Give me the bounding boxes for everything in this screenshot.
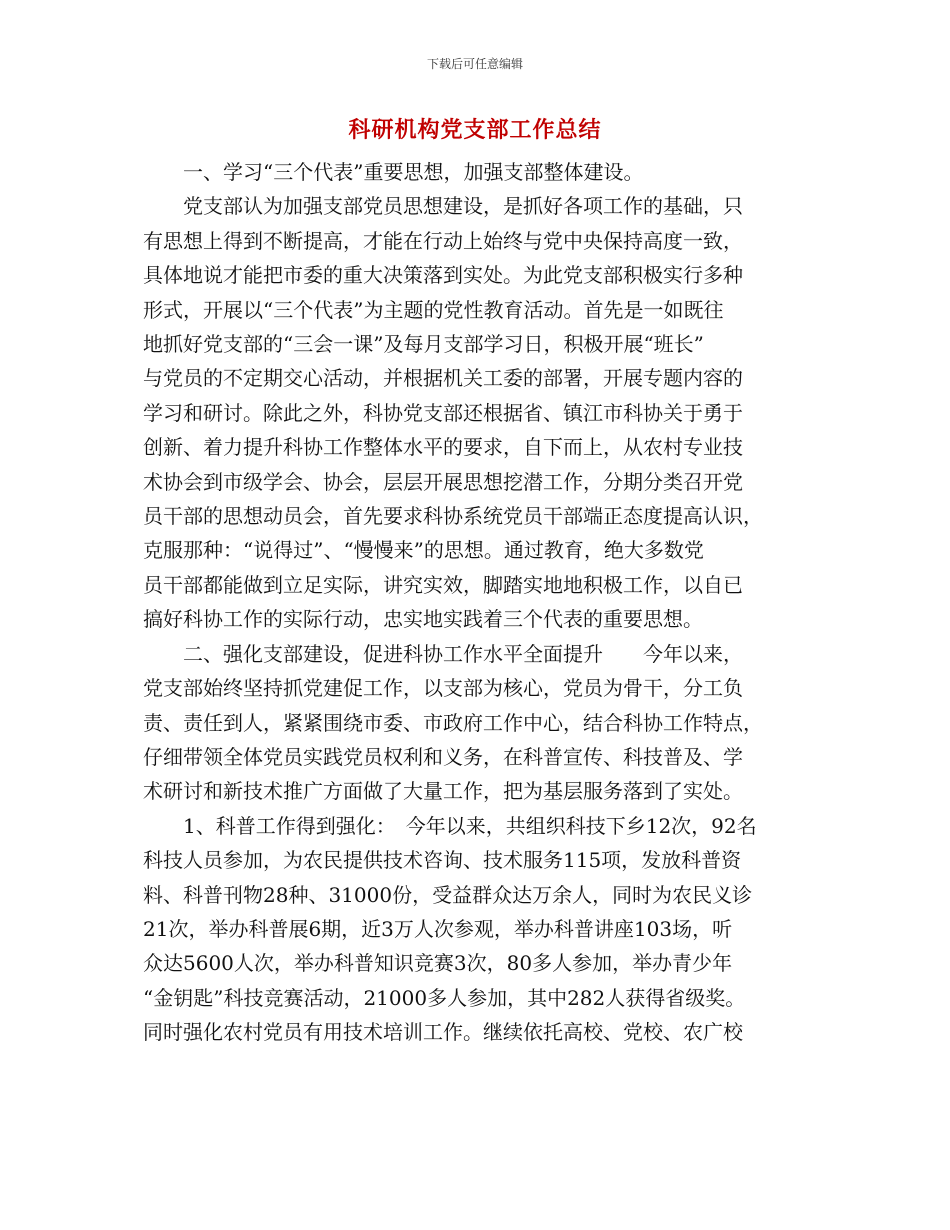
paragraph-line: 党支部始终坚持抓党建促工作，以支部为核心，党员为骨干，分工负 xyxy=(143,676,743,701)
paragraph-line: 党支部认为加强支部党员思想建设，是抓好各项工作的基础，只 xyxy=(183,194,743,219)
paragraph-line: 责、责任到人，紧紧围绕市委、市政府工作中心，结合科协工作特点， xyxy=(143,710,763,735)
section-1-heading: 一、学习“三个代表”重要思想，加强支部整体建设。 xyxy=(183,160,644,184)
paragraph-line: 仔细带领全体党员实践党员权利和义务，在科普宣传、科技普及、学 xyxy=(143,744,743,769)
paragraph-line: 二、强化支部建设，促进科协工作水平全面提升 今年以来， xyxy=(183,641,743,666)
document-title: 科研机构党支部工作总结 xyxy=(348,117,602,143)
paragraph-line: 形式，开展以“三个代表”为主题的党性教育活动。首先是一如既往 xyxy=(143,297,724,322)
paragraph-line: 创新、着力提升科协工作整体水平的要求，自下而上，从农村专业技 xyxy=(143,435,743,460)
section-1-paragraph xyxy=(143,189,803,636)
header-note: 下载后可任意编辑 xyxy=(426,57,523,71)
paragraph-line: 科技人员参加，为农民提供技术咨询、技术服务115项，发放科普资 xyxy=(143,848,742,873)
paragraph-line: 术协会到市级学会、协会，层层开展思想挖潜工作，分期分类召开党 xyxy=(143,469,743,494)
paragraph-line: 具体地说才能把市委的重大决策落到实处。为此党支部积极实行多种 xyxy=(143,263,743,288)
paragraph-line: 与党员的不定期交心活动，并根据机关工委的部署，开展专题内容的 xyxy=(143,366,743,391)
section-2-paragraph xyxy=(143,637,803,809)
paragraph-line: 员干部都能做到立足实际，讲究实效，脚踏实地地积极工作，以自已 xyxy=(143,572,743,597)
document-body xyxy=(143,155,803,1050)
paragraph-line: 学习和研讨。除此之外，科协党支部还根据省、镇江市科协关于勇于 xyxy=(143,400,743,425)
paragraph-line: 地抓好党支部的“三会一课”及每月支部学习日，积极开展“班长” xyxy=(143,332,704,357)
paragraph-line: 术研讨和新技术推广方面做了大量工作，把为基层服务落到了实处。 xyxy=(143,779,743,804)
paragraph-line: 有思想上得到不断提高，才能在行动上始终与党中央保持高度一致， xyxy=(143,228,743,253)
paragraph-line: 21次，举办科普展6期，近3万人次参观，举办科普讲座103场，听 xyxy=(143,916,733,941)
paragraph-line: 1、科普工作得到强化： 今年以来，共组织科技下乡12次，92名 xyxy=(183,813,757,838)
paragraph-line: 众达5600人次，举办科普知识竞赛3次，80多人参加，举办青少年 xyxy=(143,951,733,976)
section-3-paragraph xyxy=(143,809,803,1050)
paragraph-line: 克服那种：“说得过”、“慢慢来”的思想。通过教育，绝大多数党 xyxy=(143,538,704,563)
paragraph-line: 搞好科协工作的实际行动，忠实地实践着三个代表的重要思想。 xyxy=(143,607,703,632)
paragraph-line: 料、科普刊物28种、31000份，受益群众达万余人，同时为农民义诊 xyxy=(143,882,753,907)
paragraph-line: “金钥匙”科技竞赛活动，21000多人参加，其中282人获得省级奖。 xyxy=(143,985,746,1010)
paragraph-line: 员干部的思想动员会，首先要求科协系统党员干部端正态度提高认识， xyxy=(143,504,763,529)
paragraph-line: 同时强化农村党员有用技术培训工作。继续依托高校、党校、农广校 xyxy=(143,1020,743,1045)
